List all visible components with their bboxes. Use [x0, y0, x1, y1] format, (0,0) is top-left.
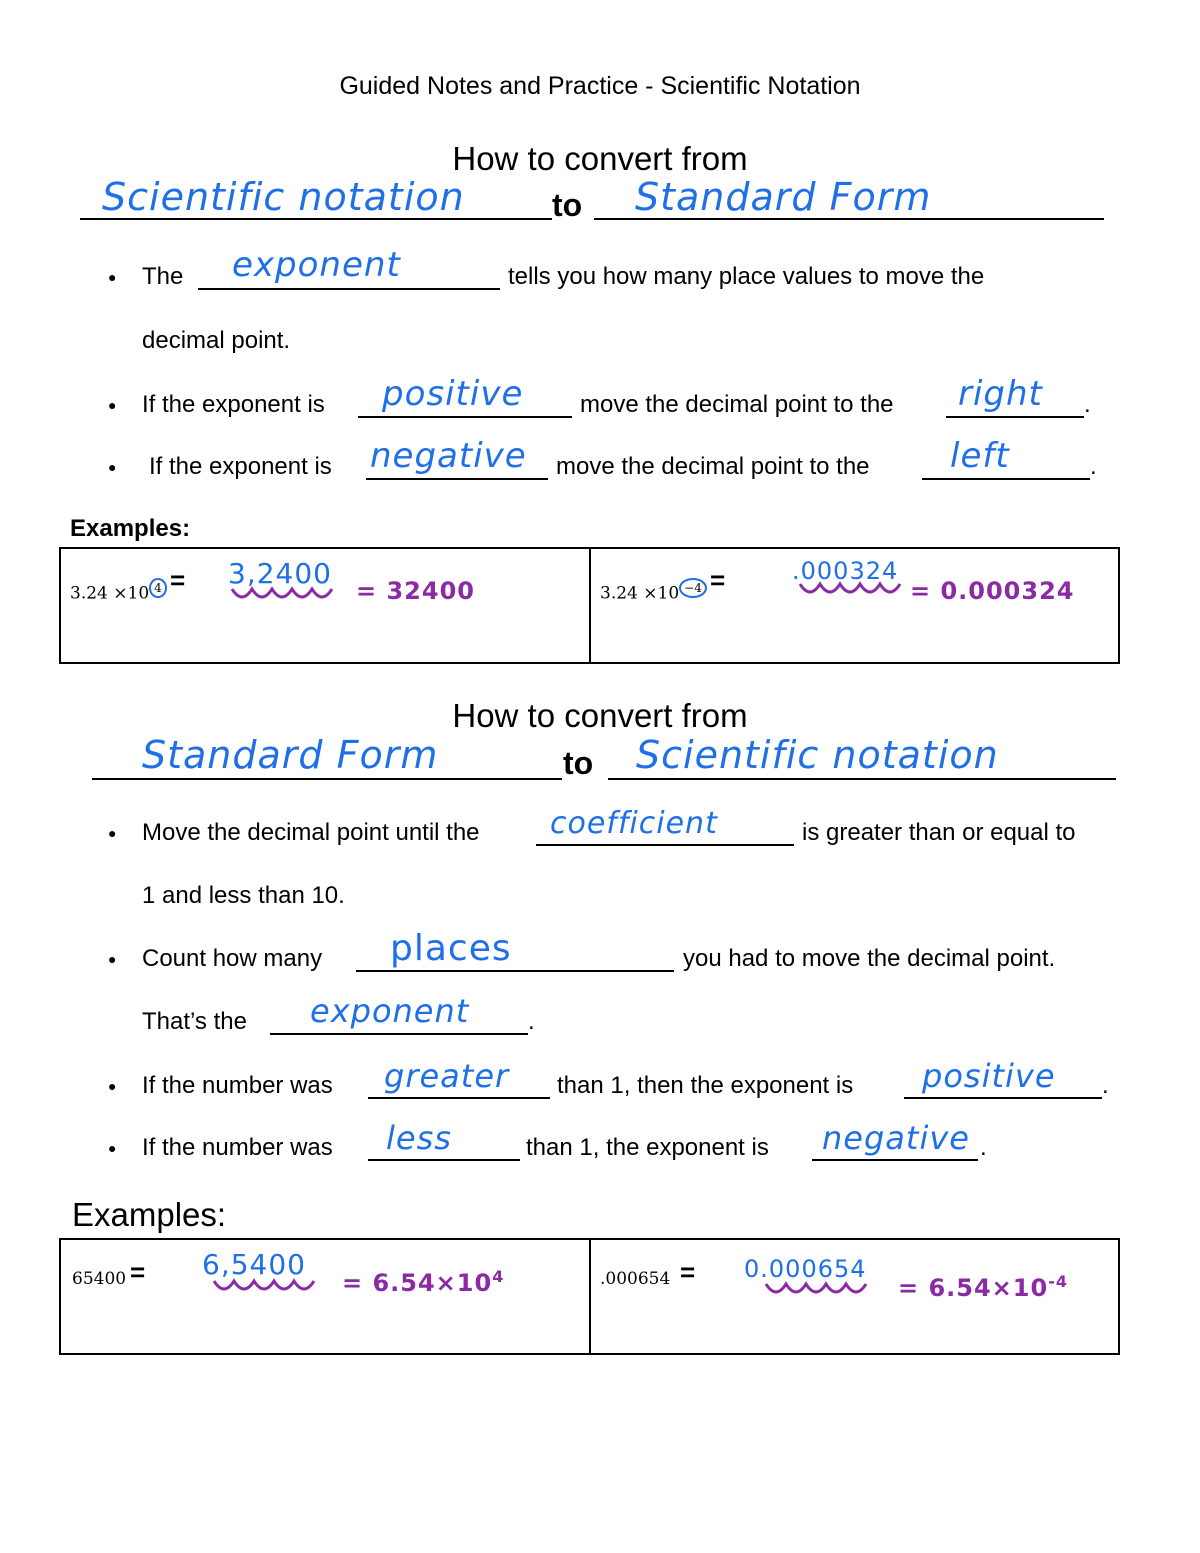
s2-ex1-number: 65400: [72, 1269, 127, 1289]
section1-examples-label: Examples:: [70, 515, 191, 542]
s2-b1-post: is greater than or equal to: [802, 819, 1076, 846]
s1-b3-blank1[interactable]: [366, 478, 548, 480]
s2-b4-blank1[interactable]: [368, 1159, 520, 1161]
s2-ex1-equals: =: [130, 1257, 146, 1287]
s1-b2-blank2[interactable]: [946, 416, 1084, 418]
s2-b4-mid: than 1, the exponent is: [526, 1134, 769, 1161]
s2-b1-answer: coefficient: [550, 806, 718, 841]
s2-ex1-answer: [342, 1267, 504, 1297]
section1-title: How to convert from: [452, 140, 748, 177]
s2-b2-post: you had to move the decimal point.: [683, 945, 1056, 972]
s1-b2-mid: move the decimal point to the: [580, 391, 894, 418]
s2-b1-pre: Move the decimal point until the: [142, 819, 480, 846]
s1-b2-answer1: positive: [382, 374, 524, 414]
s1-ex1-base: 3.24 ×10: [70, 583, 150, 604]
bullet-icon: ●: [108, 1078, 117, 1094]
s1-ex2-work: .000324: [792, 557, 899, 585]
s1-b2-answer2: right: [958, 374, 1043, 414]
bullet-icon: ●: [108, 397, 117, 413]
s1-ex2-equals: =: [710, 565, 726, 595]
s2-ex2-hop-arrows: [764, 1280, 874, 1298]
s1-ex1-answer: = 32400: [356, 577, 475, 605]
s1-b3-answer1: negative: [370, 436, 527, 476]
s2-ex1-answer-base: = 6.54×10: [342, 1269, 493, 1297]
s2-b2-blank[interactable]: [356, 970, 674, 972]
s2-b2-pre: Count how many: [142, 945, 323, 972]
s1-b2-period: .: [1084, 391, 1091, 418]
s1-b3-pre: If the exponent is: [149, 453, 332, 480]
s2-b2-answer: places: [390, 928, 512, 969]
s1-b3-blank2[interactable]: [922, 478, 1090, 480]
section1-examples-table: [59, 547, 1120, 664]
s1-b1-post: tells you how many place values to move the: [508, 263, 985, 290]
s2-ex2-answer: [898, 1272, 1068, 1302]
section1-from-answer: Scientific notation: [102, 175, 465, 219]
s2-b4-blank2[interactable]: [812, 1159, 978, 1161]
s1-b3-period: .: [1090, 453, 1097, 480]
s2-ex1-work: 6,5400: [202, 1248, 306, 1281]
s1-ex1-exponent: 4: [149, 578, 167, 598]
s1-ex2-expression: [600, 578, 707, 604]
s2-ex2-equals: =: [680, 1257, 696, 1287]
s2-b2-cont-blank[interactable]: [270, 1033, 528, 1035]
s2-ex2-answer-exp: -4: [1048, 1272, 1068, 1291]
s1-ex1-equals: =: [170, 565, 186, 595]
s1-b3-answer2: left: [950, 436, 1010, 476]
s2-b3-blank1[interactable]: [368, 1097, 550, 1099]
s2-b4-answer1: less: [386, 1119, 452, 1157]
bullet-icon: ●: [108, 825, 117, 841]
s2-b3-blank2[interactable]: [904, 1097, 1102, 1099]
s1-ex1-work: 3,2400: [228, 557, 332, 590]
s1-b2-blank1[interactable]: [358, 416, 572, 418]
s2-b1-blank[interactable]: [536, 844, 794, 846]
s1-ex2-base: 3.24 ×10: [600, 583, 680, 604]
bullet-icon: ●: [108, 1140, 117, 1156]
s2-b3-mid: than 1, then the exponent is: [557, 1072, 854, 1099]
section2-to-blank[interactable]: [608, 778, 1116, 780]
s2-b2-cont-answer: exponent: [310, 992, 470, 1030]
s2-b2-cont-pre: That’s the: [142, 1008, 247, 1035]
section2-to-label: to: [563, 745, 594, 781]
s2-b3-answer1: greater: [384, 1057, 510, 1095]
section1-to-answer: Standard Form: [635, 175, 932, 219]
s1-b3-mid: move the decimal point to the: [556, 453, 870, 480]
s1-b2-pre: If the exponent is: [142, 391, 325, 418]
s1-ex1-hop-arrows: [230, 585, 340, 603]
s1-ex2-exponent: −4: [679, 578, 707, 598]
section2-from-answer: Standard Form: [142, 733, 439, 777]
s2-ex1-hop-arrows: [212, 1277, 322, 1295]
section2-title: How to convert from: [452, 697, 748, 734]
table-divider: [589, 549, 591, 662]
s1-ex2-answer: = 0.000324: [910, 577, 1075, 605]
s2-b3-period: .: [1102, 1072, 1109, 1099]
s2-b3-pre: If the number was: [142, 1072, 333, 1099]
section2-from-blank[interactable]: [92, 778, 562, 780]
bullet-icon: ●: [108, 951, 117, 967]
s2-b4-period: .: [980, 1134, 987, 1161]
section1-to-label: to: [552, 187, 583, 223]
s2-ex2-number: .000654: [600, 1269, 671, 1289]
s1-b1-cont: decimal point.: [142, 327, 291, 354]
bullet-icon: ●: [108, 459, 117, 475]
s2-b1-cont: 1 and less than 10.: [142, 882, 345, 909]
s2-b3-answer2: positive: [922, 1057, 1056, 1095]
s1-ex2-hop-arrows: [798, 580, 908, 598]
s2-b2-cont-period: .: [528, 1008, 535, 1035]
bullet-icon: ●: [108, 269, 117, 285]
s2-b4-pre: If the number was: [142, 1134, 333, 1161]
s2-b4-answer2: negative: [822, 1119, 970, 1157]
s1-b1-blank[interactable]: [198, 288, 500, 290]
section2-to-answer: Scientific notation: [636, 733, 999, 777]
s2-ex1-answer-exp: 4: [492, 1267, 505, 1286]
table-divider: [589, 1240, 591, 1353]
document-title: Guided Notes and Practice - Scientific Notation: [339, 72, 861, 100]
s1-b1-pre: The: [142, 263, 184, 290]
s1-b1-answer: exponent: [232, 245, 401, 285]
s2-ex2-answer-base: = 6.54×10: [898, 1274, 1049, 1302]
section2-examples-label: Examples:: [72, 1196, 227, 1233]
s2-ex2-work: 0.000654: [744, 1255, 867, 1283]
s1-ex1-expression: [70, 578, 167, 604]
